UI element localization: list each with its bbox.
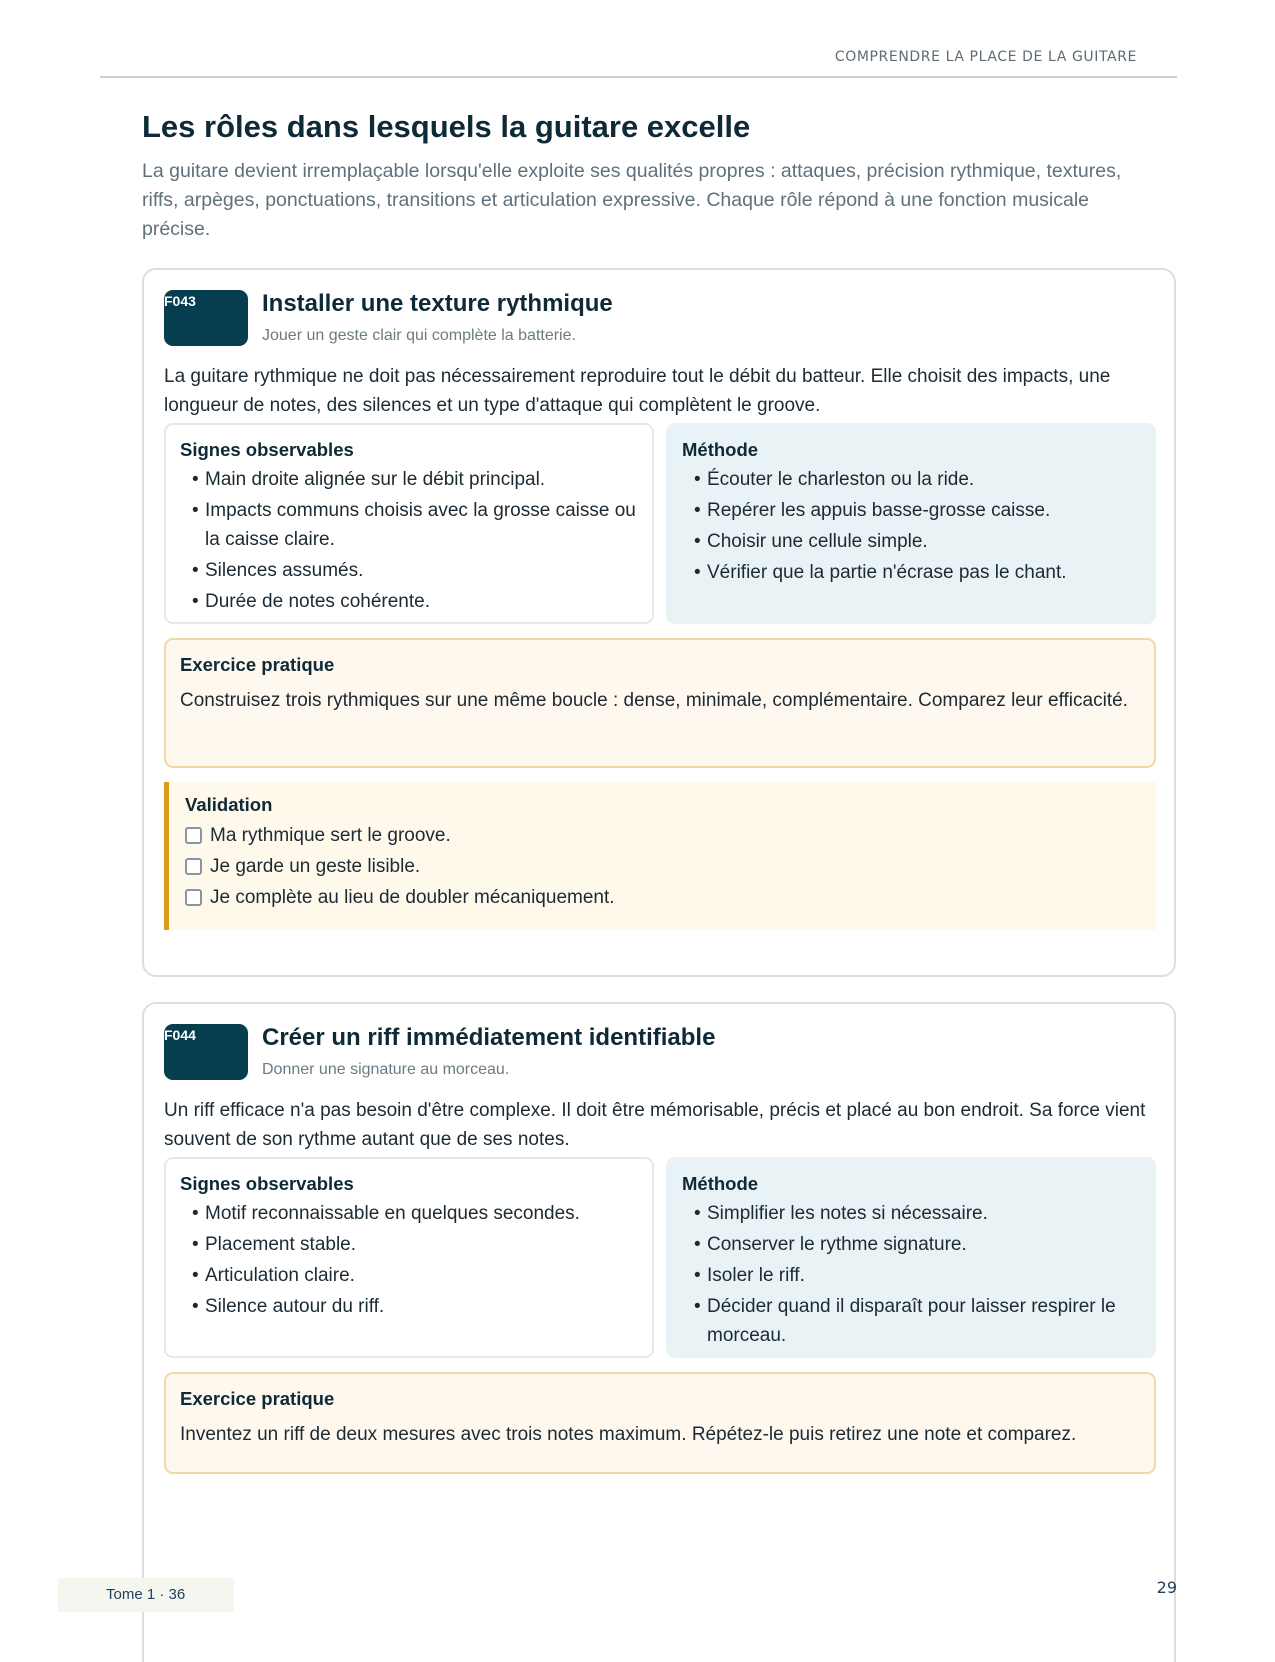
- list-item: • Repérer les appuis basse-grosse caisse.: [694, 500, 1051, 521]
- list-item: • Articulation claire.: [192, 1265, 355, 1286]
- card-title: Créer un riff immédiatement identifiable: [262, 1024, 716, 1051]
- running-header: COMPRENDRE LA PLACE DE LA GUITARE: [834, 49, 1137, 65]
- page-number: 29: [1156, 1578, 1177, 1597]
- card-code: F043: [164, 293, 196, 309]
- list-item: • Choisir une cellule simple.: [694, 531, 928, 552]
- checkbox[interactable]: [185, 858, 202, 875]
- exercise-title: Exercice pratique: [180, 1388, 335, 1409]
- signs-list: [180, 465, 638, 616]
- list-item: • Main droite alignée sur le débit principal.: [192, 469, 546, 490]
- card-code-badge: [164, 290, 248, 346]
- signs-title: Signes observables: [180, 439, 354, 460]
- exercise-text: Inventez un riff de deux mesures avec trois notes maximum. Répétez-le puis retirez une note et comparez.: [180, 1424, 1077, 1445]
- header-divider: [100, 76, 1177, 78]
- card-title: Installer une texture rythmique: [262, 290, 613, 317]
- method-box: [666, 423, 1156, 624]
- exercise-text: Construisez trois rythmiques sur une même boucle : dense, minimale, complémentaire. Comparez leur efficacité.: [180, 690, 1128, 711]
- signs-title: Signes observables: [180, 1173, 354, 1194]
- signs-box: [164, 423, 654, 624]
- card-subtitle: Jouer un geste clair qui complète la batterie.: [262, 327, 576, 344]
- list-item: • Isoler le riff.: [694, 1265, 805, 1286]
- signs-list: [180, 1199, 638, 1321]
- exercise-title: Exercice pratique: [180, 654, 335, 675]
- checkbox[interactable]: [185, 889, 202, 906]
- card-code: F044: [164, 1027, 196, 1043]
- list-item: • Conserver le rythme signature.: [694, 1234, 967, 1255]
- list-item: • Placement stable.: [192, 1234, 357, 1255]
- page-intro: La guitare devient irremplaçable lorsqu'elle exploite ses qualités propres : attaques, précision rythmique, textures, riffs, arpèges, ponctuations, transitions et articulation expressive. Chaque rôle répond à une fonction musicale précise.: [142, 160, 1122, 240]
- list-item: • Motif reconnaissable en quelques secondes.: [192, 1203, 580, 1224]
- card-subtitle: Donner une signature au morceau.: [262, 1061, 510, 1078]
- validation-title: Validation: [185, 794, 273, 815]
- card-lead: Un riff efficace n'a pas besoin d'être complexe. Il doit être mémorisable, précis et placé au bon endroit. Sa force vient souvent de son rythme autant que de ses notes.: [164, 1100, 1146, 1150]
- list-item: • Décider quand il disparaît pour laisser respirer le morceau.: [694, 1296, 1116, 1346]
- validation-item[interactable]: Je complète au lieu de doubler mécaniquement.: [185, 882, 1140, 913]
- card-code-badge: [164, 1024, 248, 1080]
- role-card-f043: [142, 268, 1176, 977]
- list-item: • Impacts communs choisis avec la grosse caisse ou la caisse claire.: [192, 500, 636, 550]
- method-box: [666, 1157, 1156, 1358]
- exercise-box: [164, 638, 1156, 768]
- method-list: [682, 1199, 1140, 1350]
- validation-box: [164, 782, 1156, 930]
- list-item: • Écouter le charleston ou la ride.: [694, 469, 975, 490]
- validation-item[interactable]: Je garde un geste lisible.: [185, 851, 1140, 882]
- role-card-f044: [142, 1002, 1176, 1662]
- validation-item[interactable]: Ma rythmique sert le groove.: [185, 820, 1140, 851]
- list-item: • Durée de notes cohérente.: [192, 591, 430, 612]
- footer-tag: Tome 1 · 36: [58, 1578, 234, 1612]
- method-title: Méthode: [682, 1173, 759, 1194]
- checkbox[interactable]: [185, 827, 202, 844]
- list-item: • Silences assumés.: [192, 560, 364, 581]
- card-lead: La guitare rythmique ne doit pas nécessairement reproduire tout le débit du batteur. Elle choisit des impacts, une longueur de notes, des silences et un type d'attaque qui complètent le groove.: [164, 366, 1111, 416]
- exercise-box: [164, 1372, 1156, 1474]
- list-item: • Silence autour du riff.: [192, 1296, 385, 1317]
- list-item: • Simplifier les notes si nécessaire.: [694, 1203, 988, 1224]
- signs-box: [164, 1157, 654, 1358]
- list-item: • Vérifier que la partie n'écrase pas le chant.: [694, 562, 1067, 583]
- method-list: [682, 465, 1140, 587]
- page-title: Les rôles dans lesquels la guitare excelle: [142, 109, 751, 144]
- method-title: Méthode: [682, 439, 759, 460]
